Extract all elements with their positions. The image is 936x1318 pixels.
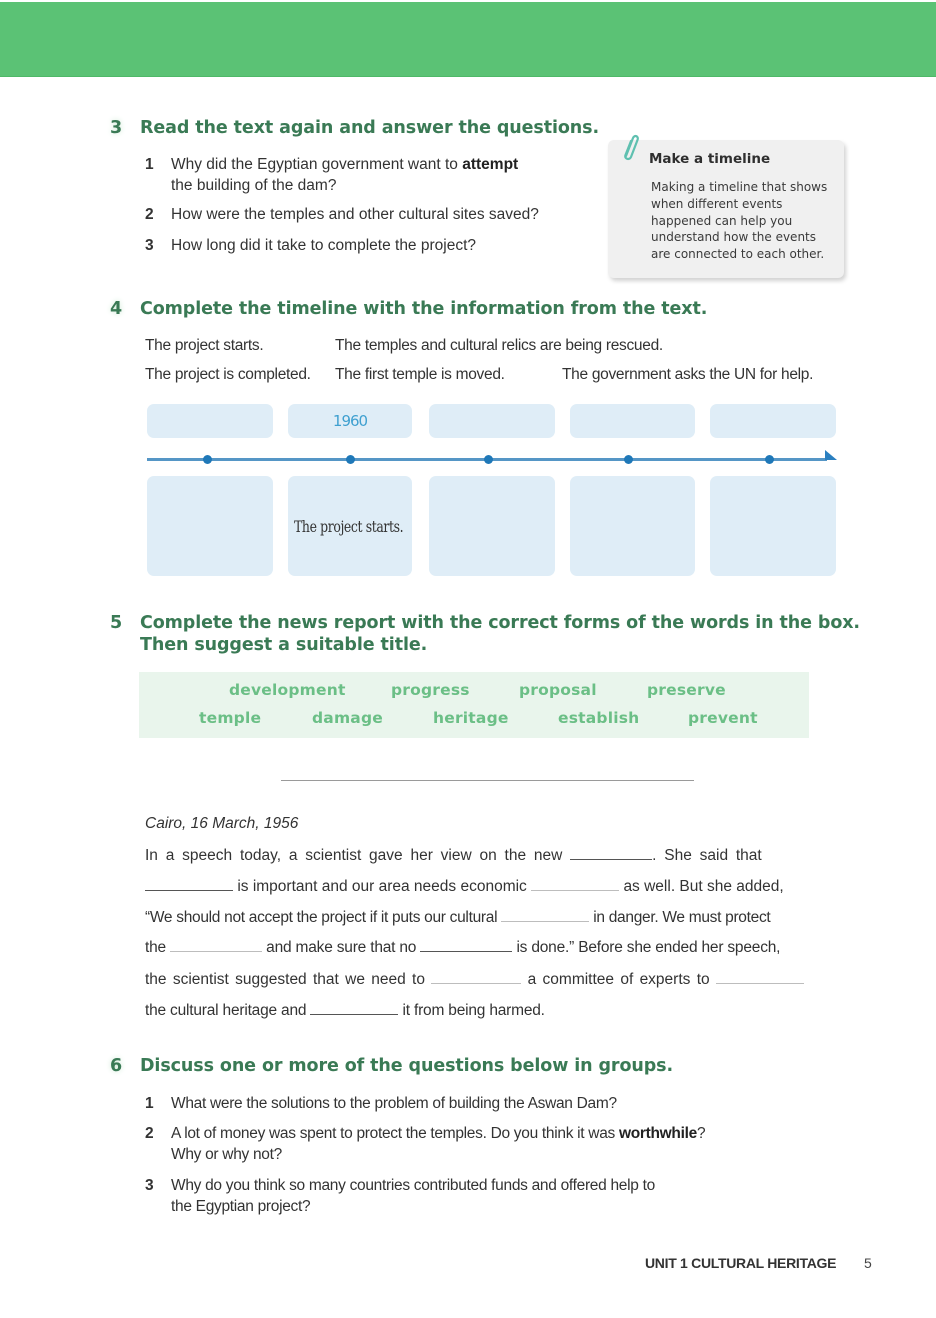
blank-1[interactable] [570, 845, 652, 860]
timeline-dot [484, 455, 493, 464]
report-text: the scientist suggested that we need to [145, 971, 425, 988]
report-text: and make sure that no [266, 939, 417, 956]
report-line-6 [145, 1000, 833, 1021]
word-box [139, 672, 809, 738]
tip-body: Making a timeline that shows when different events happened can help you understand how the events are connected to each other. [651, 180, 828, 262]
word-box-item: proposal [519, 681, 597, 699]
report-text: . She said that [652, 847, 762, 864]
question-item [145, 154, 575, 196]
exercise-number: 5 [110, 613, 123, 633]
timeline-option: The temples and cultural relics are being rescued. [335, 337, 663, 354]
timeline-year-box-1[interactable] [147, 404, 273, 438]
report-text: is done.” Before she ended her speech, [516, 939, 781, 956]
title-answer-line[interactable] [281, 780, 694, 781]
report-text: the [145, 939, 166, 956]
blank-2[interactable] [145, 876, 233, 891]
timeline-year-box-4[interactable] [570, 404, 695, 438]
timeline-option: The project starts. [145, 337, 264, 354]
timeline-event-box-4[interactable] [570, 476, 695, 576]
exercise-5-heading [110, 612, 860, 656]
report-line-3 [145, 907, 833, 928]
timeline-event-box-5[interactable] [710, 476, 836, 576]
timeline-year-box-3[interactable] [429, 404, 555, 438]
timeline-dot [624, 455, 633, 464]
blank-7[interactable] [431, 969, 521, 984]
report-text: In a speech today, a scientist gave her view on the new [145, 847, 563, 864]
word-box-item: establish [558, 709, 640, 727]
exercise-number: 4 [110, 299, 123, 319]
blank-9[interactable] [310, 1000, 398, 1015]
exercise-title: Read the text again and answer the questions. [140, 118, 600, 138]
question-number: 1 [145, 1095, 154, 1112]
word-box-item: progress [391, 681, 470, 699]
exercise-6-questions [145, 1093, 785, 1217]
question-text: How were the temples and other cultural sites saved? [171, 206, 539, 223]
question-item [145, 1175, 785, 1217]
timeline-dot [765, 455, 774, 464]
paperclip-icon [620, 132, 640, 167]
report-text: in danger. We must protect [593, 909, 771, 926]
timeline-event-box-2[interactable] [288, 476, 412, 576]
blank-4[interactable] [501, 907, 589, 922]
question-number: 2 [145, 206, 154, 223]
question-text-cont: the Egyptian project? [171, 1198, 311, 1215]
exercise-3-heading [110, 117, 599, 139]
question-number: 1 [145, 156, 154, 173]
timeline-dot [203, 455, 212, 464]
exercise-title-line1: Complete the news report with the correct forms of the words in the box. [140, 613, 860, 633]
timeline-option: The project is completed. [145, 366, 311, 383]
report-line-2 [145, 876, 833, 897]
exercise-4-heading [110, 298, 707, 320]
exercise-6-heading [110, 1055, 673, 1077]
timeline-event-box-1[interactable] [147, 476, 273, 576]
report-dateline: Cairo, 16 March, 1956 [145, 815, 299, 832]
tip-title: Make a timeline [649, 151, 771, 167]
timeline-year-box-5[interactable] [710, 404, 836, 438]
question-item [145, 235, 575, 256]
question-text: What were the solutions to the problem of building the Aswan Dam? [171, 1095, 617, 1112]
exercise-number: 6 [110, 1056, 123, 1076]
report-text: the cultural heritage and [145, 1002, 307, 1019]
timeline-year: 1960 [332, 412, 368, 430]
timeline-year-box-2[interactable] [288, 404, 412, 438]
timeline-arrow-icon [825, 450, 837, 460]
question-text: Why do you think so many countries contributed funds and offered help to [171, 1177, 655, 1194]
blank-6[interactable] [420, 937, 512, 952]
exercise-title [140, 612, 860, 656]
question-number: 3 [145, 1177, 154, 1194]
timeline-event: The project starts. [294, 516, 404, 536]
blank-5[interactable] [170, 937, 262, 952]
timeline-dot [346, 455, 355, 464]
exercise-number: 3 [110, 118, 123, 138]
exercise-title: Complete the timeline with the information from the text. [140, 299, 708, 319]
question-item [145, 1093, 785, 1114]
report-text: a committee of experts to [527, 971, 710, 988]
footer-unit-label: UNIT 1 CULTURAL HERITAGE [645, 1255, 837, 1271]
question-item [145, 204, 575, 225]
question-text-cont: Why or why not? [171, 1146, 282, 1163]
timeline-option: The government asks the UN for help. [562, 366, 814, 383]
report-line-1 [145, 845, 833, 866]
report-line-5 [145, 969, 833, 990]
question-item [145, 1123, 785, 1165]
bold-word: attempt [462, 156, 519, 173]
timeline-event-box-3[interactable] [429, 476, 555, 576]
word-box-item: prevent [688, 709, 758, 727]
question-text: ? [696, 1125, 706, 1142]
question-text: A lot of money was spent to protect the temples. Do you think it was [171, 1125, 619, 1142]
tip-box [608, 140, 844, 278]
report-text: “We should not accept the project if it puts our cultural [145, 909, 498, 926]
word-box-item: temple [199, 709, 262, 727]
word-box-item: heritage [433, 709, 509, 727]
timeline-option: The first temple is moved. [335, 366, 505, 383]
exercise-title: Discuss one or more of the questions below in groups. [140, 1056, 674, 1076]
blank-3[interactable] [531, 876, 619, 891]
question-number: 3 [145, 237, 154, 254]
bold-word: worthwhile [618, 1125, 697, 1142]
question-text-cont: the building of the dam? [171, 177, 337, 194]
blank-8[interactable] [716, 969, 804, 984]
word-box-item: damage [312, 709, 383, 727]
report-text: it from being harmed. [402, 1002, 545, 1019]
word-box-item: development [229, 681, 346, 699]
report-text: is important and our area needs economic [237, 878, 527, 895]
header-band [0, 2, 936, 77]
page-number: 5 [864, 1255, 872, 1271]
word-box-item: preserve [647, 681, 726, 699]
report-text: as well. But she added, [623, 878, 784, 895]
exercise-title-line2: Then suggest a suitable title. [140, 635, 428, 655]
question-text: How long did it take to complete the project? [171, 237, 477, 254]
report-line-4 [145, 937, 833, 958]
exercise-3-questions [145, 154, 575, 256]
question-text: Why did the Egyptian government want to [171, 156, 463, 173]
question-number: 2 [145, 1125, 154, 1142]
